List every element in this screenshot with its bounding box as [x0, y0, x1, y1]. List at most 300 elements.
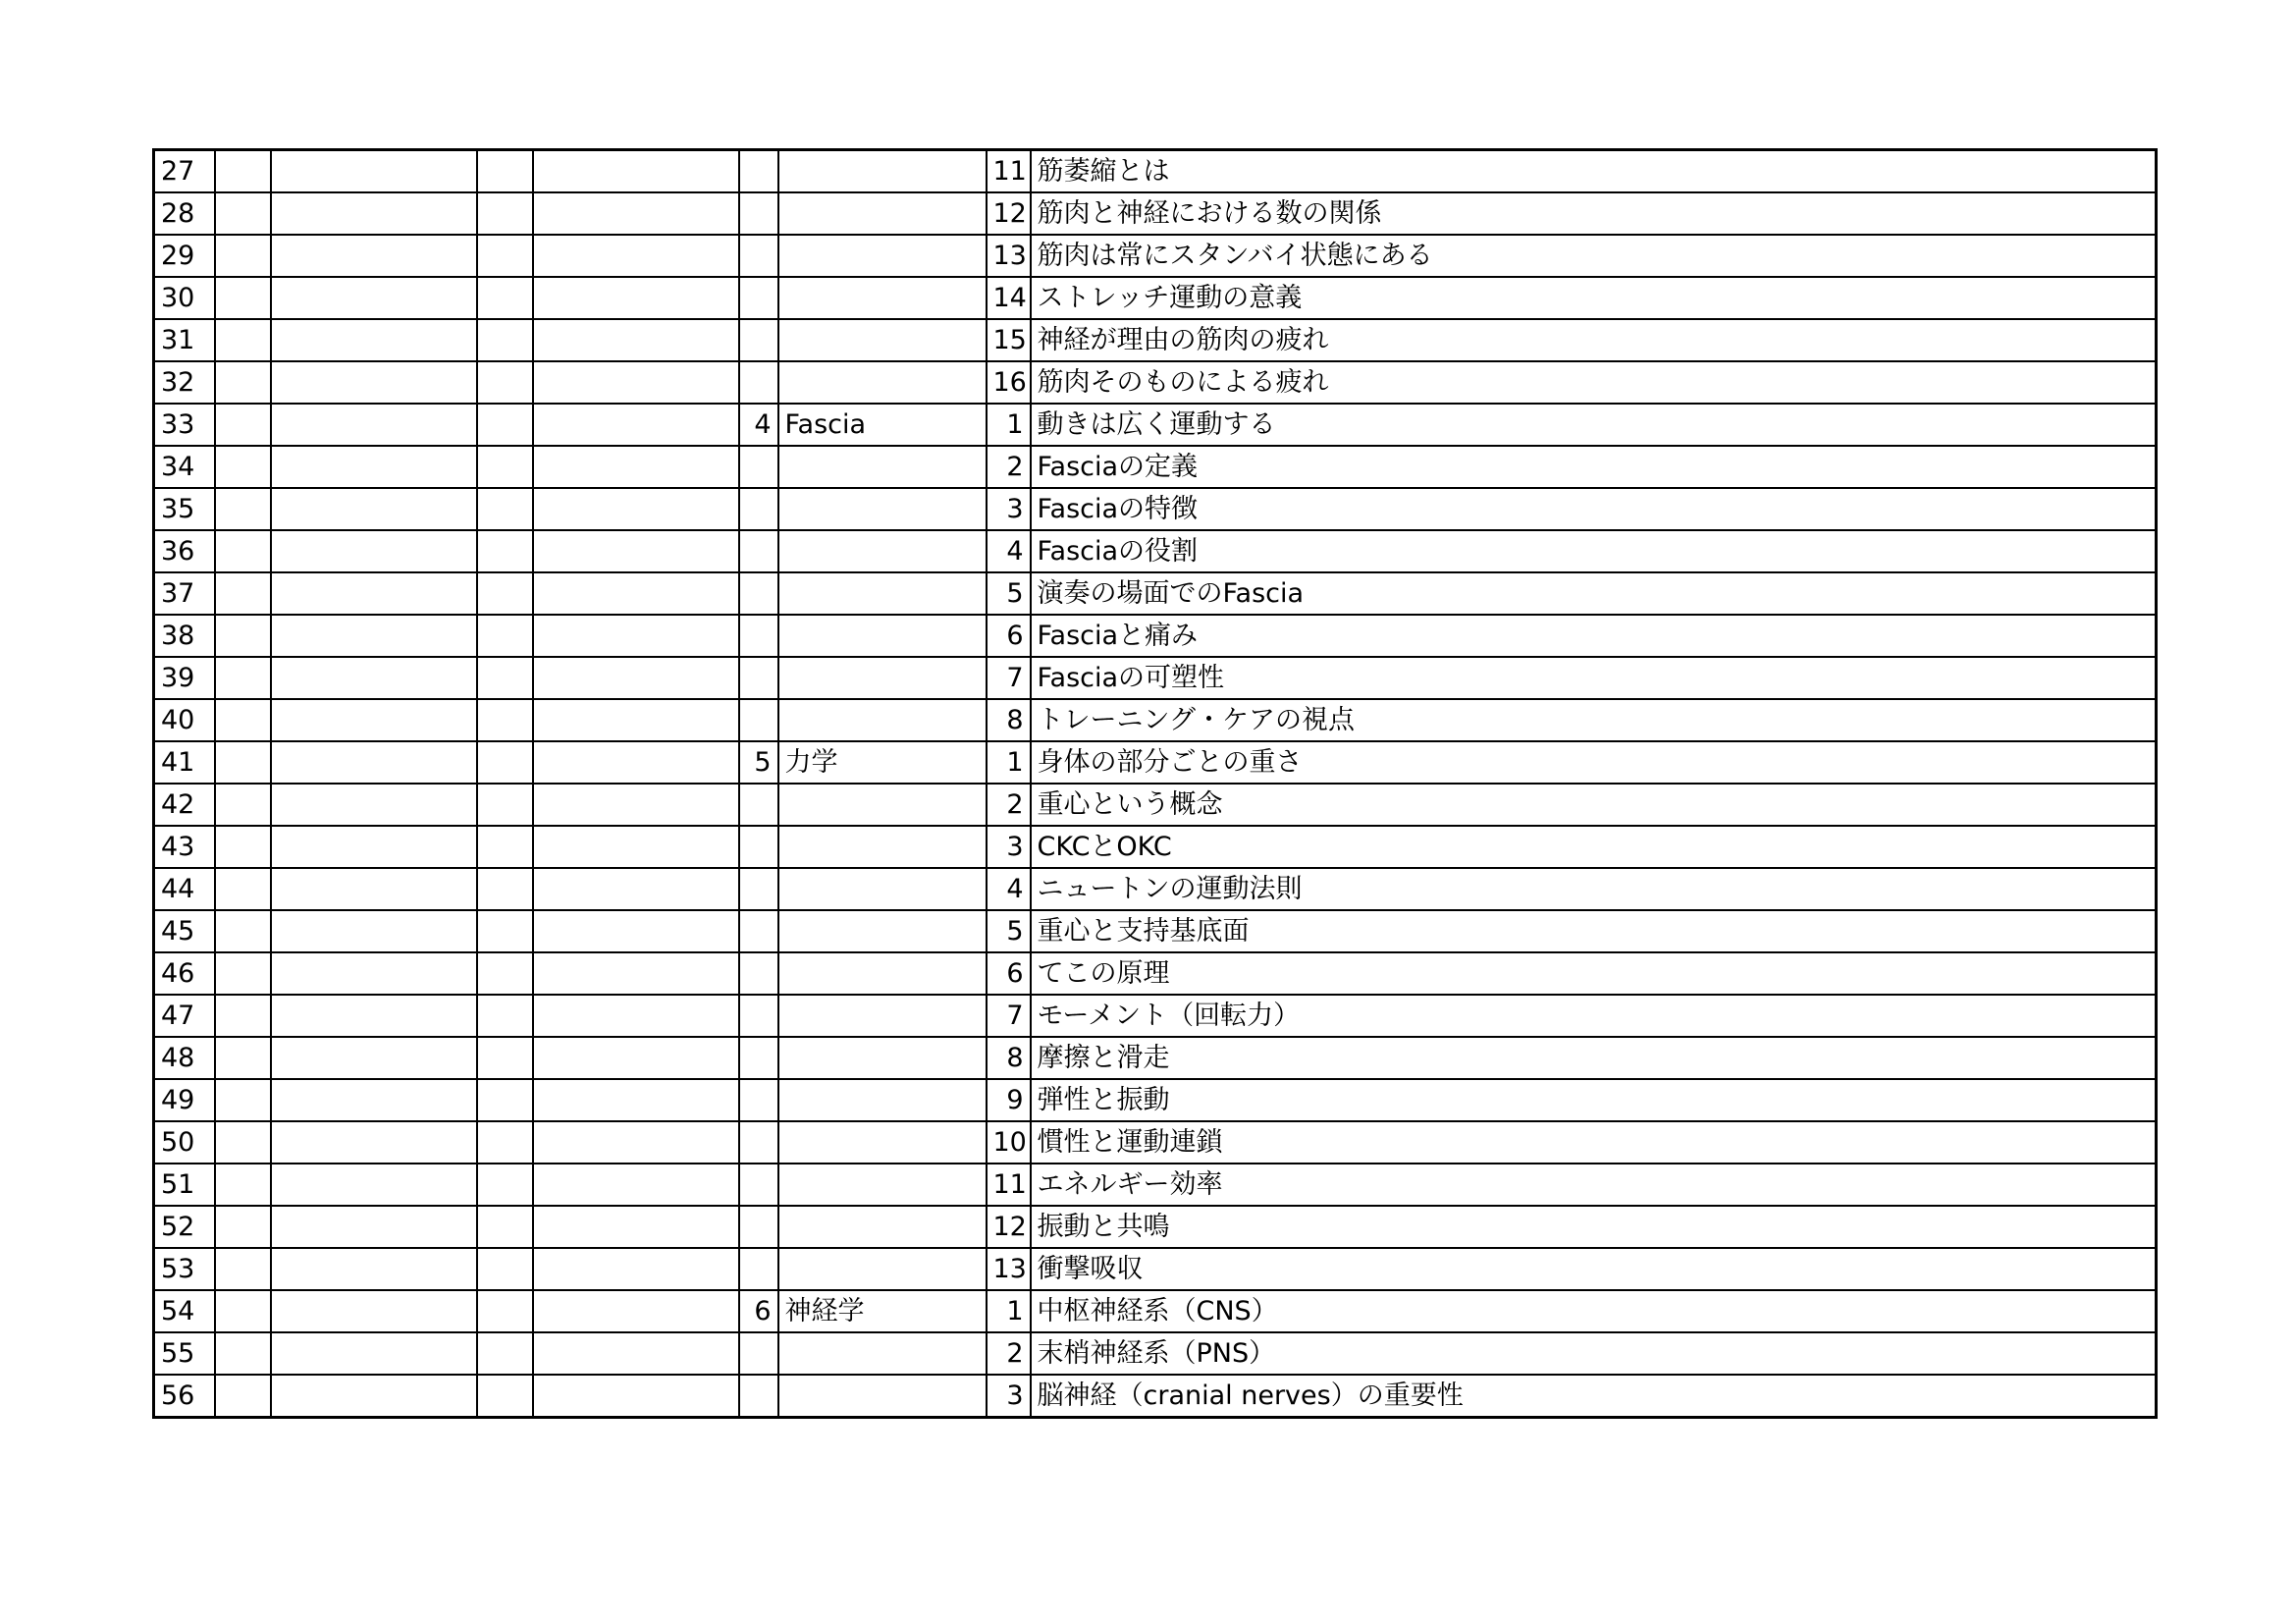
empty-cell-c — [477, 1375, 533, 1418]
table-row — [154, 657, 2157, 699]
section-name-cell — [778, 1037, 987, 1079]
empty-cell-d — [533, 1375, 739, 1418]
item-title-cell: 筋萎縮とは — [1031, 150, 2157, 193]
section-name-cell — [778, 868, 987, 910]
item-number-cell: 5 — [987, 572, 1031, 615]
empty-cell-c — [477, 1206, 533, 1248]
empty-cell-c — [477, 995, 533, 1037]
empty-cell-d — [533, 150, 739, 193]
item-number-cell: 7 — [987, 995, 1031, 1037]
table-row — [154, 1332, 2157, 1375]
empty-cell-d — [533, 868, 739, 910]
item-number-cell: 4 — [987, 530, 1031, 572]
empty-cell-d — [533, 910, 739, 952]
empty-cell-a — [215, 530, 271, 572]
empty-cell-d — [533, 699, 739, 741]
empty-cell-c — [477, 277, 533, 319]
empty-cell-d — [533, 1121, 739, 1164]
section-number-cell — [739, 1164, 778, 1206]
item-title-cell: 弾性と振動 — [1031, 1079, 2157, 1121]
empty-cell-d — [533, 319, 739, 361]
table-row — [154, 995, 2157, 1037]
table-row — [154, 741, 2157, 784]
empty-cell-c — [477, 784, 533, 826]
table-row — [154, 1037, 2157, 1079]
empty-cell-c — [477, 192, 533, 235]
section-number-cell — [739, 235, 778, 277]
row-number-cell: 29 — [154, 235, 215, 277]
section-number-cell: 4 — [739, 404, 778, 446]
empty-cell-c — [477, 1121, 533, 1164]
row-number-cell: 31 — [154, 319, 215, 361]
item-number-cell: 13 — [987, 235, 1031, 277]
row-number-cell: 30 — [154, 277, 215, 319]
item-number-cell: 14 — [987, 277, 1031, 319]
item-number-cell: 8 — [987, 699, 1031, 741]
item-title-cell: 筋肉は常にスタンバイ状態にある — [1031, 235, 2157, 277]
empty-cell-b — [271, 741, 477, 784]
table-row — [154, 868, 2157, 910]
section-number-cell: 6 — [739, 1290, 778, 1332]
item-title-cell: 重心という概念 — [1031, 784, 2157, 826]
section-number-cell — [739, 657, 778, 699]
row-number-cell: 52 — [154, 1206, 215, 1248]
item-number-cell: 11 — [987, 1164, 1031, 1206]
table-row — [154, 1206, 2157, 1248]
table-row — [154, 277, 2157, 319]
section-name-cell — [778, 1206, 987, 1248]
item-number-cell: 3 — [987, 1375, 1031, 1418]
empty-cell-b — [271, 446, 477, 488]
item-number-cell: 7 — [987, 657, 1031, 699]
empty-cell-a — [215, 446, 271, 488]
empty-cell-c — [477, 699, 533, 741]
item-number-cell: 12 — [987, 192, 1031, 235]
empty-cell-a — [215, 741, 271, 784]
table-row — [154, 572, 2157, 615]
section-number-cell — [739, 192, 778, 235]
empty-cell-b — [271, 361, 477, 404]
empty-cell-d — [533, 1164, 739, 1206]
item-title-cell: 振動と共鳴 — [1031, 1206, 2157, 1248]
empty-cell-b — [271, 1375, 477, 1418]
table-row — [154, 784, 2157, 826]
section-name-cell — [778, 530, 987, 572]
empty-cell-d — [533, 235, 739, 277]
row-number-cell: 40 — [154, 699, 215, 741]
section-number-cell — [739, 150, 778, 193]
row-number-cell: 44 — [154, 868, 215, 910]
empty-cell-c — [477, 826, 533, 868]
empty-cell-d — [533, 192, 739, 235]
section-name-cell — [778, 277, 987, 319]
empty-cell-c — [477, 319, 533, 361]
table-row — [154, 235, 2157, 277]
item-title-cell: てこの原理 — [1031, 952, 2157, 995]
item-title-cell: 慣性と運動連鎖 — [1031, 1121, 2157, 1164]
row-number-cell: 56 — [154, 1375, 215, 1418]
empty-cell-b — [271, 910, 477, 952]
row-number-cell: 28 — [154, 192, 215, 235]
item-number-cell: 3 — [987, 826, 1031, 868]
section-name-cell — [778, 1079, 987, 1121]
empty-cell-a — [215, 572, 271, 615]
section-name-cell — [778, 150, 987, 193]
empty-cell-a — [215, 1290, 271, 1332]
empty-cell-b — [271, 235, 477, 277]
item-title-cell: Fasciaの特徴 — [1031, 488, 2157, 530]
section-number-cell — [739, 1079, 778, 1121]
item-title-cell: Fasciaの役割 — [1031, 530, 2157, 572]
empty-cell-d — [533, 615, 739, 657]
item-number-cell: 8 — [987, 1037, 1031, 1079]
section-number-cell — [739, 1248, 778, 1290]
item-title-cell: Fasciaの定義 — [1031, 446, 2157, 488]
item-title-cell: エネルギー効率 — [1031, 1164, 2157, 1206]
table-row — [154, 488, 2157, 530]
section-number-cell — [739, 784, 778, 826]
empty-cell-d — [533, 530, 739, 572]
section-name-cell: 神経学 — [778, 1290, 987, 1332]
row-number-cell: 45 — [154, 910, 215, 952]
empty-cell-d — [533, 1290, 739, 1332]
item-title-cell: 動きは広く運動する — [1031, 404, 2157, 446]
row-number-cell: 49 — [154, 1079, 215, 1121]
table-row — [154, 1079, 2157, 1121]
row-number-cell: 34 — [154, 446, 215, 488]
empty-cell-b — [271, 319, 477, 361]
empty-cell-b — [271, 615, 477, 657]
row-number-cell: 36 — [154, 530, 215, 572]
section-number-cell — [739, 826, 778, 868]
empty-cell-d — [533, 995, 739, 1037]
empty-cell-c — [477, 488, 533, 530]
table-row — [154, 1121, 2157, 1164]
empty-cell-d — [533, 952, 739, 995]
empty-cell-d — [533, 572, 739, 615]
empty-cell-a — [215, 488, 271, 530]
table-row — [154, 952, 2157, 995]
table-row — [154, 404, 2157, 446]
empty-cell-b — [271, 868, 477, 910]
item-number-cell: 10 — [987, 1121, 1031, 1164]
section-number-cell — [739, 952, 778, 995]
empty-cell-d — [533, 488, 739, 530]
empty-cell-b — [271, 150, 477, 193]
section-number-cell — [739, 995, 778, 1037]
item-number-cell: 1 — [987, 741, 1031, 784]
empty-cell-c — [477, 910, 533, 952]
table-row — [154, 1290, 2157, 1332]
empty-cell-c — [477, 1079, 533, 1121]
item-title-cell: 筋肉と神経における数の関係 — [1031, 192, 2157, 235]
empty-cell-d — [533, 1248, 739, 1290]
section-number-cell: 5 — [739, 741, 778, 784]
section-number-cell — [739, 530, 778, 572]
section-name-cell — [778, 488, 987, 530]
table-row — [154, 826, 2157, 868]
empty-cell-d — [533, 1332, 739, 1375]
empty-cell-a — [215, 361, 271, 404]
item-number-cell: 4 — [987, 868, 1031, 910]
section-name-cell — [778, 572, 987, 615]
item-number-cell: 5 — [987, 910, 1031, 952]
empty-cell-d — [533, 277, 739, 319]
table-row — [154, 192, 2157, 235]
item-number-cell: 1 — [987, 1290, 1031, 1332]
table-row — [154, 699, 2157, 741]
item-number-cell: 15 — [987, 319, 1031, 361]
outline-table — [152, 148, 2155, 1419]
item-number-cell: 11 — [987, 150, 1031, 193]
empty-cell-a — [215, 1121, 271, 1164]
row-number-cell: 48 — [154, 1037, 215, 1079]
empty-cell-b — [271, 572, 477, 615]
empty-cell-c — [477, 1164, 533, 1206]
item-title-cell: 中枢神経系（CNS） — [1031, 1290, 2157, 1332]
row-number-cell: 27 — [154, 150, 215, 193]
empty-cell-c — [477, 150, 533, 193]
section-name-cell — [778, 657, 987, 699]
row-number-cell: 46 — [154, 952, 215, 995]
section-name-cell — [778, 699, 987, 741]
empty-cell-d — [533, 404, 739, 446]
table-row — [154, 910, 2157, 952]
row-number-cell: 50 — [154, 1121, 215, 1164]
empty-cell-a — [215, 1206, 271, 1248]
section-number-cell — [739, 572, 778, 615]
empty-cell-a — [215, 277, 271, 319]
empty-cell-b — [271, 277, 477, 319]
section-number-cell — [739, 1121, 778, 1164]
empty-cell-a — [215, 910, 271, 952]
section-number-cell — [739, 1206, 778, 1248]
empty-cell-c — [477, 235, 533, 277]
row-number-cell: 39 — [154, 657, 215, 699]
empty-cell-a — [215, 1248, 271, 1290]
section-number-cell — [739, 910, 778, 952]
item-title-cell: CKCとOKC — [1031, 826, 2157, 868]
empty-cell-c — [477, 657, 533, 699]
table-row — [154, 530, 2157, 572]
row-number-cell: 55 — [154, 1332, 215, 1375]
empty-cell-c — [477, 868, 533, 910]
section-name-cell — [778, 995, 987, 1037]
empty-cell-a — [215, 192, 271, 235]
item-title-cell: 脳神経（cranial nerves）の重要性 — [1031, 1375, 2157, 1418]
section-name-cell — [778, 910, 987, 952]
empty-cell-b — [271, 784, 477, 826]
row-number-cell: 53 — [154, 1248, 215, 1290]
empty-cell-b — [271, 952, 477, 995]
item-title-cell: ストレッチ運動の意義 — [1031, 277, 2157, 319]
section-name-cell — [778, 784, 987, 826]
empty-cell-d — [533, 741, 739, 784]
item-title-cell: Fasciaと痛み — [1031, 615, 2157, 657]
item-number-cell: 2 — [987, 1332, 1031, 1375]
empty-cell-c — [477, 404, 533, 446]
section-name-cell — [778, 826, 987, 868]
empty-cell-a — [215, 784, 271, 826]
empty-cell-b — [271, 530, 477, 572]
section-name-cell — [778, 235, 987, 277]
section-number-cell — [739, 361, 778, 404]
empty-cell-a — [215, 868, 271, 910]
section-name-cell — [778, 361, 987, 404]
empty-cell-b — [271, 1206, 477, 1248]
table-row — [154, 361, 2157, 404]
section-number-cell — [739, 319, 778, 361]
empty-cell-b — [271, 1248, 477, 1290]
empty-cell-c — [477, 1248, 533, 1290]
empty-cell-c — [477, 530, 533, 572]
row-number-cell: 38 — [154, 615, 215, 657]
table-row — [154, 150, 2157, 193]
item-number-cell: 16 — [987, 361, 1031, 404]
item-title-cell: ニュートンの運動法則 — [1031, 868, 2157, 910]
empty-cell-d — [533, 1079, 739, 1121]
section-number-cell — [739, 446, 778, 488]
table-body — [154, 150, 2157, 1418]
empty-cell-a — [215, 1332, 271, 1375]
row-number-cell: 47 — [154, 995, 215, 1037]
empty-cell-a — [215, 1037, 271, 1079]
row-number-cell: 33 — [154, 404, 215, 446]
item-title-cell: 重心と支持基底面 — [1031, 910, 2157, 952]
table-row — [154, 1375, 2157, 1418]
empty-cell-a — [215, 995, 271, 1037]
section-number-cell — [739, 1332, 778, 1375]
table-row — [154, 319, 2157, 361]
empty-cell-a — [215, 319, 271, 361]
table-row — [154, 1164, 2157, 1206]
empty-cell-c — [477, 361, 533, 404]
empty-cell-b — [271, 1037, 477, 1079]
row-number-cell: 32 — [154, 361, 215, 404]
empty-cell-a — [215, 615, 271, 657]
item-title-cell: 神経が理由の筋肉の疲れ — [1031, 319, 2157, 361]
empty-cell-c — [477, 446, 533, 488]
empty-cell-a — [215, 657, 271, 699]
item-title-cell: 摩擦と滑走 — [1031, 1037, 2157, 1079]
empty-cell-b — [271, 1121, 477, 1164]
empty-cell-b — [271, 1290, 477, 1332]
empty-cell-a — [215, 150, 271, 193]
section-name-cell — [778, 952, 987, 995]
section-name-cell — [778, 192, 987, 235]
section-name-cell — [778, 1332, 987, 1375]
empty-cell-d — [533, 446, 739, 488]
empty-cell-a — [215, 1164, 271, 1206]
empty-cell-a — [215, 1079, 271, 1121]
empty-cell-d — [533, 826, 739, 868]
item-title-cell: Fasciaの可塑性 — [1031, 657, 2157, 699]
section-name-cell — [778, 1375, 987, 1418]
section-name-cell: Fascia — [778, 404, 987, 446]
section-number-cell — [739, 615, 778, 657]
item-title-cell: 末梢神経系（PNS） — [1031, 1332, 2157, 1375]
item-number-cell: 3 — [987, 488, 1031, 530]
item-number-cell: 9 — [987, 1079, 1031, 1121]
empty-cell-b — [271, 488, 477, 530]
empty-cell-c — [477, 572, 533, 615]
section-name-cell: 力学 — [778, 741, 987, 784]
empty-cell-b — [271, 699, 477, 741]
empty-cell-c — [477, 741, 533, 784]
empty-cell-c — [477, 1290, 533, 1332]
section-name-cell — [778, 1121, 987, 1164]
section-number-cell — [739, 1037, 778, 1079]
row-number-cell: 35 — [154, 488, 215, 530]
empty-cell-c — [477, 1037, 533, 1079]
item-title-cell: モーメント（回転力） — [1031, 995, 2157, 1037]
empty-cell-c — [477, 1332, 533, 1375]
table-row — [154, 446, 2157, 488]
section-number-cell — [739, 277, 778, 319]
empty-cell-c — [477, 615, 533, 657]
empty-cell-a — [215, 235, 271, 277]
item-title-cell: 衝撃吸収 — [1031, 1248, 2157, 1290]
section-name-cell — [778, 1164, 987, 1206]
row-number-cell: 37 — [154, 572, 215, 615]
row-number-cell: 51 — [154, 1164, 215, 1206]
section-name-cell — [778, 1248, 987, 1290]
section-number-cell — [739, 488, 778, 530]
section-name-cell — [778, 446, 987, 488]
item-number-cell: 12 — [987, 1206, 1031, 1248]
empty-cell-a — [215, 404, 271, 446]
empty-cell-b — [271, 192, 477, 235]
row-number-cell: 41 — [154, 741, 215, 784]
empty-cell-d — [533, 1037, 739, 1079]
empty-cell-d — [533, 361, 739, 404]
empty-cell-b — [271, 995, 477, 1037]
section-number-cell — [739, 699, 778, 741]
section-number-cell — [739, 868, 778, 910]
row-number-cell: 43 — [154, 826, 215, 868]
table-row — [154, 1248, 2157, 1290]
item-title-cell: 身体の部分ごとの重さ — [1031, 741, 2157, 784]
item-number-cell: 1 — [987, 404, 1031, 446]
empty-cell-b — [271, 1164, 477, 1206]
empty-cell-b — [271, 1332, 477, 1375]
empty-cell-a — [215, 699, 271, 741]
item-number-cell: 6 — [987, 952, 1031, 995]
curriculum-grid — [152, 148, 2158, 1419]
empty-cell-b — [271, 1079, 477, 1121]
empty-cell-b — [271, 826, 477, 868]
item-number-cell: 2 — [987, 446, 1031, 488]
empty-cell-d — [533, 657, 739, 699]
section-name-cell — [778, 615, 987, 657]
section-name-cell — [778, 319, 987, 361]
item-title-cell: 筋肉そのものによる疲れ — [1031, 361, 2157, 404]
row-number-cell: 42 — [154, 784, 215, 826]
row-number-cell: 54 — [154, 1290, 215, 1332]
empty-cell-a — [215, 826, 271, 868]
empty-cell-c — [477, 952, 533, 995]
section-number-cell — [739, 1375, 778, 1418]
empty-cell-b — [271, 404, 477, 446]
empty-cell-a — [215, 952, 271, 995]
item-title-cell: 演奏の場面でのFascia — [1031, 572, 2157, 615]
table-row — [154, 615, 2157, 657]
item-title-cell: トレーニング・ケアの視点 — [1031, 699, 2157, 741]
item-number-cell: 6 — [987, 615, 1031, 657]
item-number-cell: 2 — [987, 784, 1031, 826]
empty-cell-d — [533, 1206, 739, 1248]
empty-cell-b — [271, 657, 477, 699]
